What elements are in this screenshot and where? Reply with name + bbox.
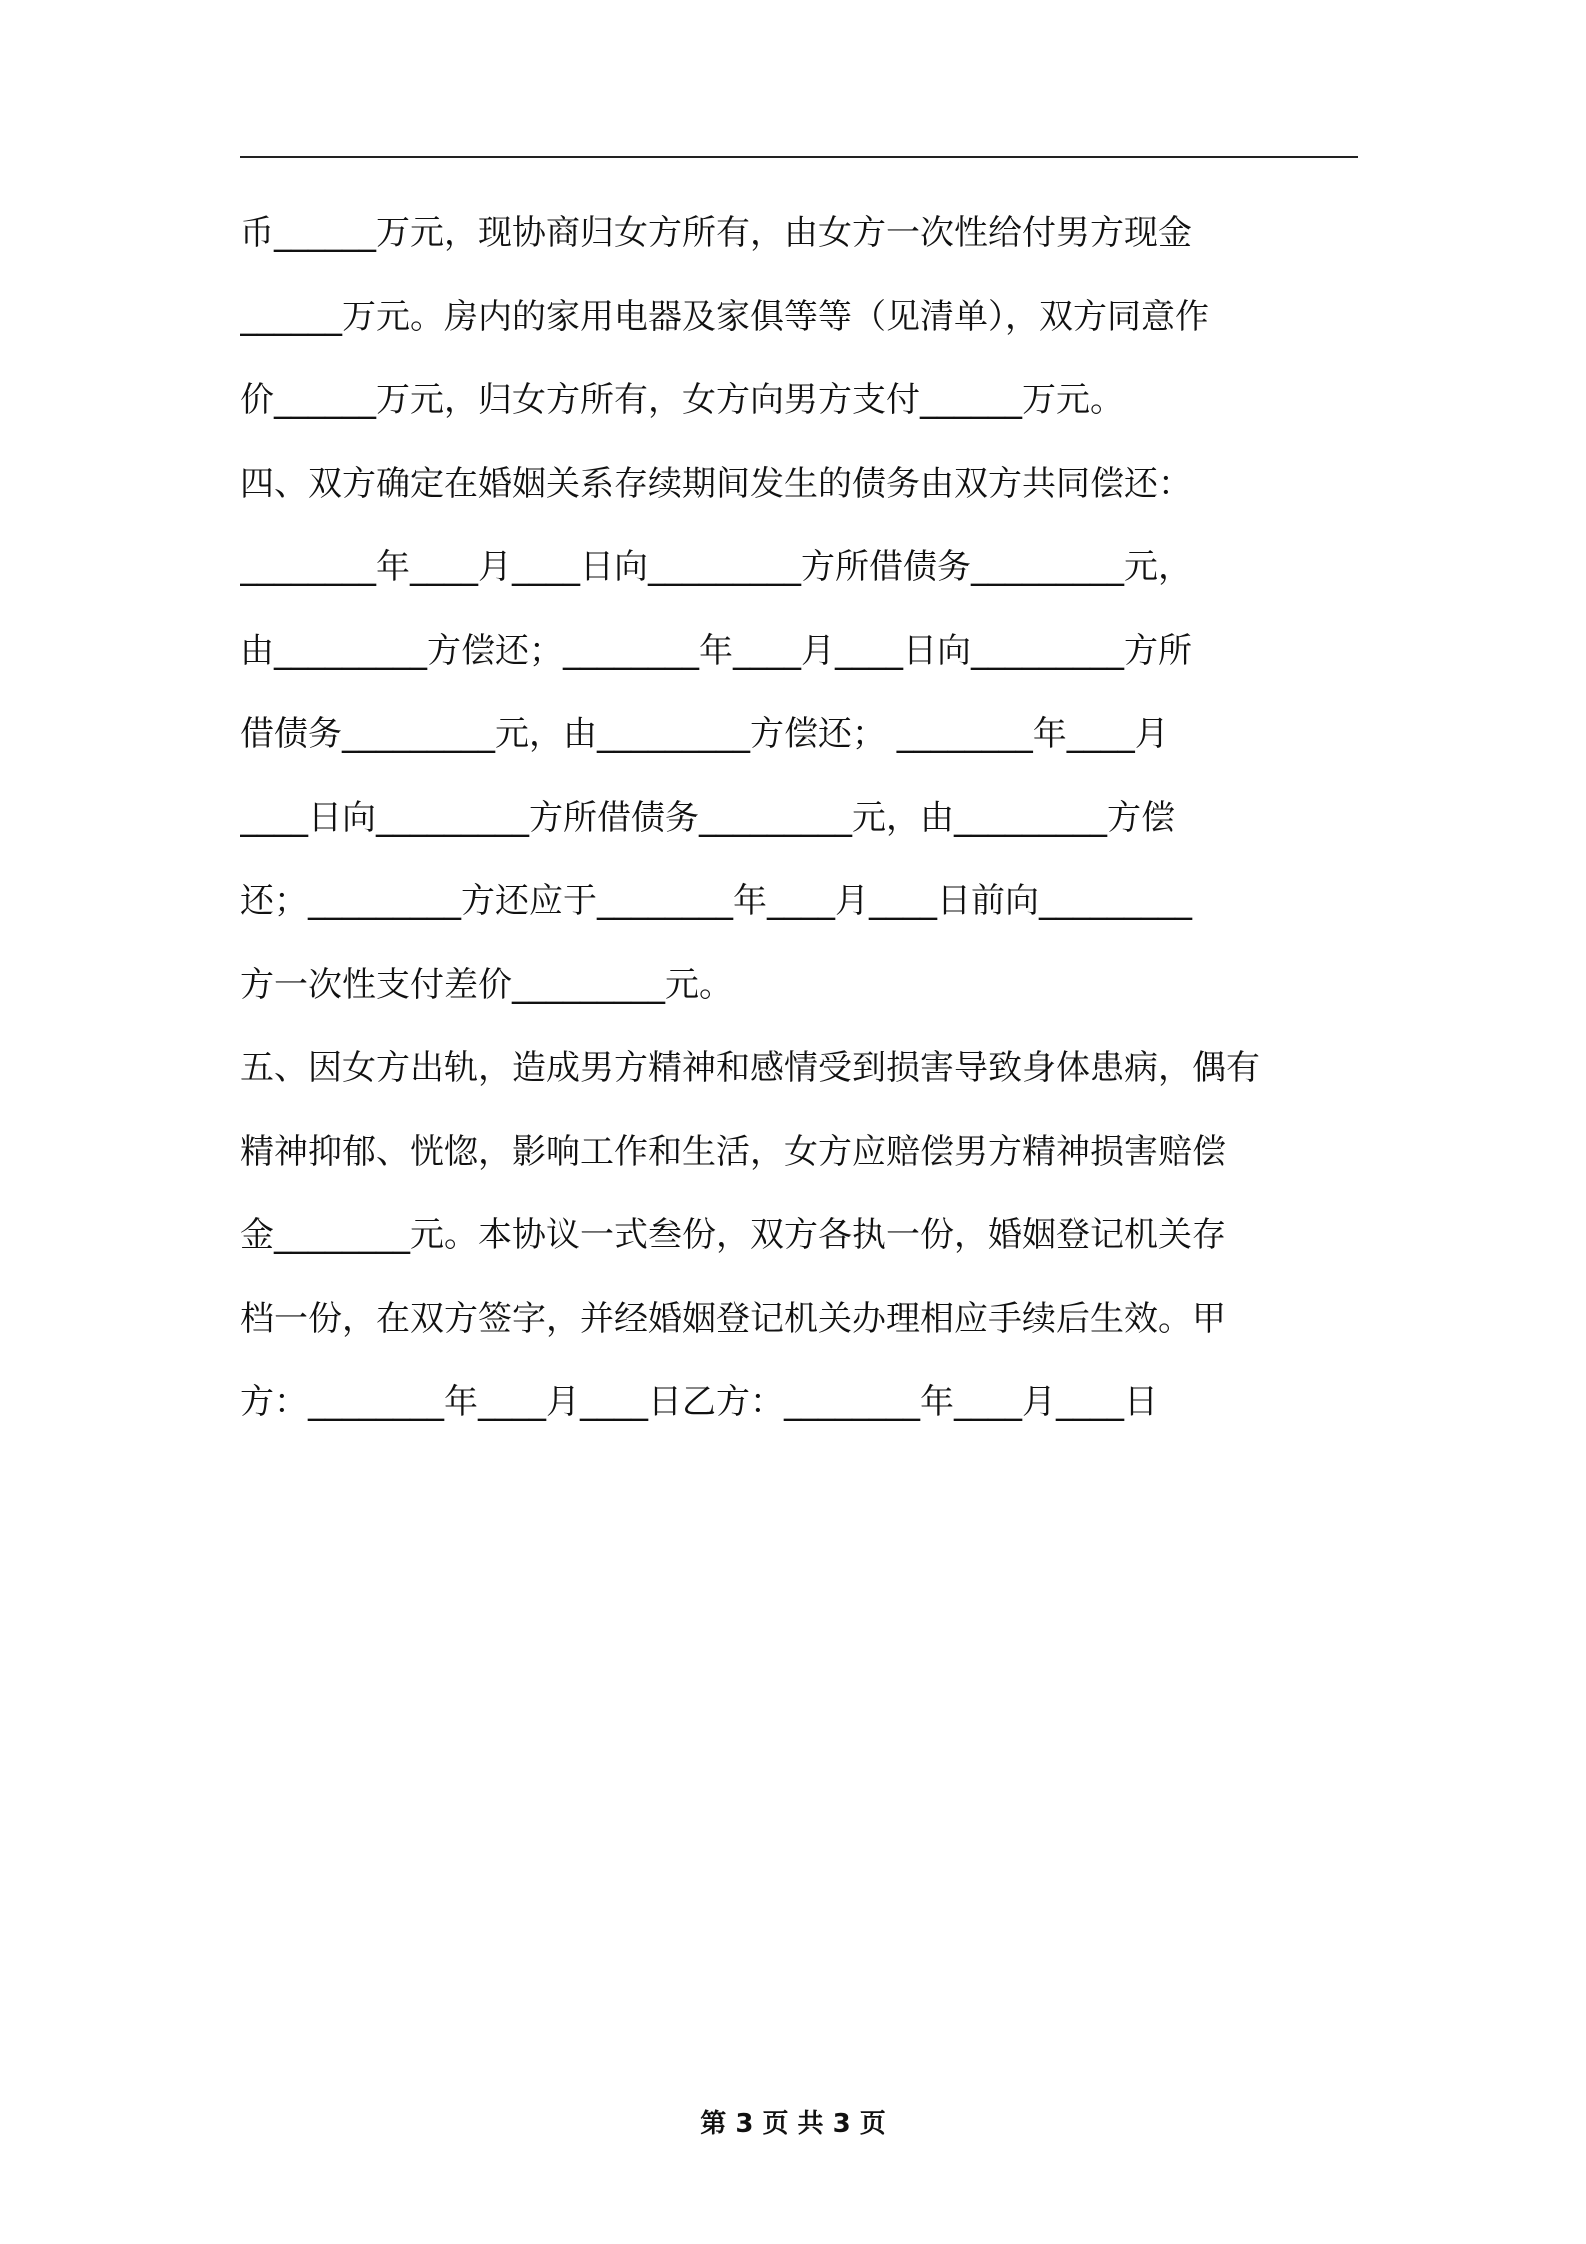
text-line: 还；_________方还应于________年____月____日前向_________	[240, 881, 1192, 921]
text-line: 方一次性支付差价_________元。	[240, 964, 733, 1005]
text-line: 档一份，在双方签字，并经婚姻登记机关办理相应手续后生效。甲	[240, 1298, 1226, 1339]
section-five-heading-line: 五、因女方出轨，造成男方精神和感情受到损害导致身体患病，偶有	[240, 1048, 1260, 1088]
document-body	[240, 192, 1360, 1445]
text-line: 金________元。本协议一式叁份，双方各执一份，婚姻登记机关存	[240, 1215, 1226, 1255]
section-four-heading-line: 四、双方确定在婚姻关系存续期间发生的债务由双方共同偿还：	[240, 463, 1192, 504]
text-line: 精神抑郁、恍惚，影响工作和生活，女方应赔偿男方精神损害赔偿	[240, 1131, 1226, 1172]
page-number: 第 3 页 共 3 页	[700, 2109, 886, 2139]
text-line: 币______万元，现协商归女方所有，由女方一次性给付男方现金	[240, 213, 1192, 253]
header-rule	[240, 156, 1358, 158]
text-line: 由_________方偿还；________年____月____日向_________方所	[240, 630, 1192, 671]
text-line: ____日向_________方所借债务_________元，由_________方偿	[240, 797, 1175, 838]
text-line: ______万元。房内的家用电器及家俱等等（见清单），双方同意作	[240, 296, 1209, 337]
signature-line: 方：________年____月____日乙方：________年____月____日	[240, 1382, 1158, 1422]
text-line: 价______万元，归女方所有，女方向男方支付______万元。	[240, 380, 1124, 420]
text-line: ________年____月____日向_________方所借债务_________元，	[240, 547, 1192, 587]
text-line: 借债务_________元，由_________方偿还； ________年____月	[240, 714, 1169, 754]
